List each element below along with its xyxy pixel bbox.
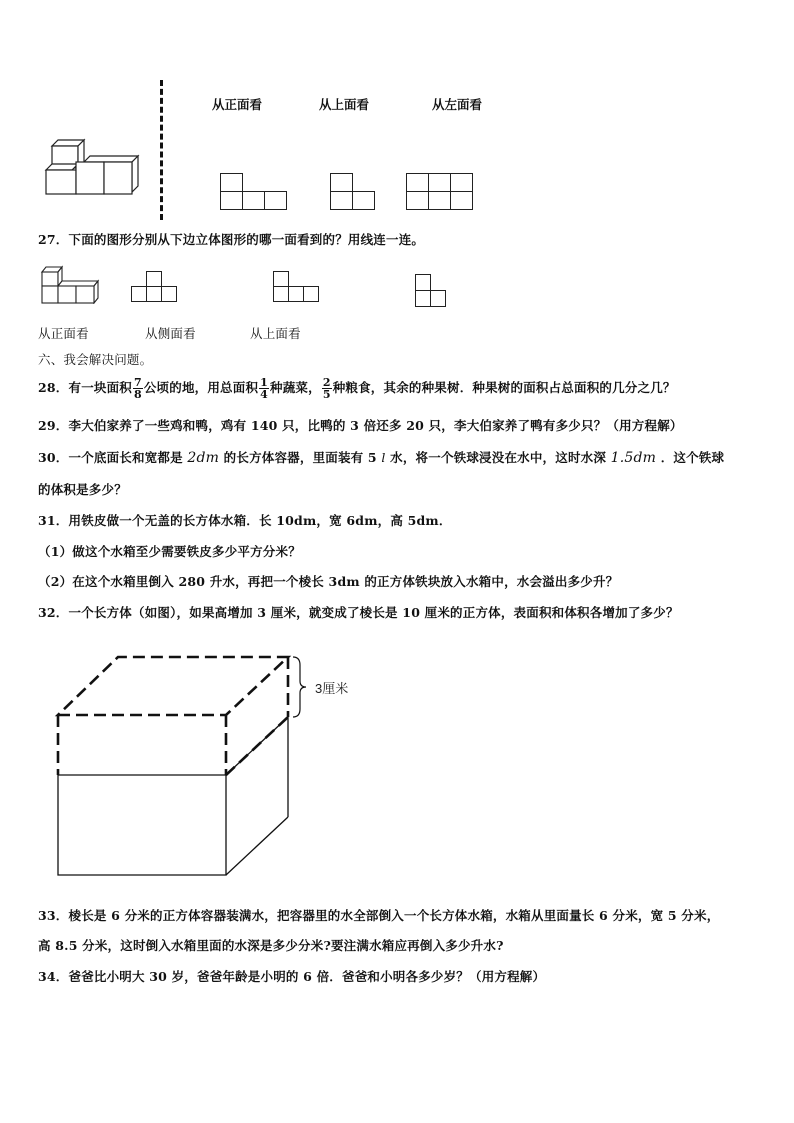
question-28 — [38, 377, 676, 400]
section-6-title: 六、我会解决问题。 — [38, 352, 153, 367]
q30-part2: 的长方体容器，里面装有 5 — [223, 450, 377, 465]
q32-figure-label: 3厘米 — [315, 681, 349, 696]
question-31-sub1: （1）做这个水箱至少需要铁皮多少平方分米？ — [38, 544, 301, 559]
q27-label-front: 从正面看 — [38, 326, 89, 341]
view-grid-1 — [220, 173, 286, 209]
brace-icon — [293, 657, 306, 717]
question-33-line2: 高 8.5 分米，这时倒入水箱里面的水深是多少分米?要注满水箱应再倒入多少升水? — [38, 938, 504, 953]
q30-part4: ．这个铁球 — [660, 450, 725, 465]
view-grid-2 — [330, 173, 376, 209]
q30-dim2: 1.5dm — [610, 450, 657, 466]
q28-frac3-den: 5 — [322, 388, 331, 401]
view-label-left: 从左面看 — [432, 97, 483, 112]
q28-fraction-3 — [322, 377, 332, 400]
q28-fraction-2 — [259, 377, 269, 400]
q30-unit-l: l — [381, 450, 386, 465]
q28-prefix: 28．有一块面积 — [38, 380, 132, 395]
q28-fraction-1 — [133, 377, 143, 400]
q30-part1: 30．一个底面长和宽都是 — [38, 450, 183, 465]
question-31-sub2: （2）在这个水箱里倒入 280 升水，再把一个棱长 3dm 的正方体铁块放入水箱中，水会溢出多少升？ — [38, 574, 619, 589]
question-31: 31．用铁皮做一个无盖的长方体水箱．长 10dm，宽 6dm，高 5dm． — [38, 513, 452, 528]
question-29: 29．李大伯家养了一些鸡和鸭，鸡有 140 只，比鸭的 3 倍还多 20 只，李大伯家养了鸭有多少只？（用方程解） — [38, 418, 683, 433]
q28-mid2: 种蔬菜， — [270, 380, 321, 395]
q28-frac1-num: 7 — [134, 376, 142, 389]
dashed-divider — [160, 80, 163, 220]
question-34: 34．爸爸比小明大 30 岁，爸爸年龄是小明的 6 倍．爸爸和小明各多少岁？（用方程解） — [38, 969, 546, 984]
q28-frac1-den: 8 — [134, 388, 142, 401]
q28-frac2-den: 4 — [260, 388, 269, 401]
q28-frac2-num: 1 — [260, 376, 269, 389]
q28-suffix: 种粮食，其余的种果树．种果树的面积占总面积的几分之几？ — [332, 380, 676, 395]
q27-solid-figure — [38, 262, 102, 304]
q27-label-side: 从侧面看 — [145, 326, 196, 341]
q28-frac3-num: 2 — [322, 376, 331, 389]
question-32: 32．一个长方体（如图），如果高增加 3 厘米，就变成了棱长是 10 厘米的正方体，表面积和体积各增加了多少？ — [38, 605, 679, 620]
q27-grid-c — [415, 274, 447, 307]
q27-grid-a — [131, 271, 177, 303]
q27-label-top: 从上面看 — [250, 326, 301, 341]
question-27: 27．下面的图形分别从下边立体图形的哪一面看到的？用线连一连。 — [38, 232, 425, 247]
q30-part3: 水，将一个铁球浸没在水中，这时水深 — [390, 450, 607, 465]
q27-grid-b — [273, 271, 319, 303]
view-label-front: 从正面看 — [212, 97, 263, 112]
q30-dim1: 2dm — [187, 450, 220, 466]
view-label-top: 从上面看 — [319, 97, 370, 112]
question-33-line1: 33．棱长是 6 分米的正方体容器装满水，把容器里的水全部倒入一个长方体水箱，水箱从里面量长 6 分米，宽 5 分米， — [38, 908, 720, 923]
question-30-line2: 的体积是多少？ — [38, 482, 127, 497]
view-grid-3 — [406, 173, 474, 209]
q28-mid1: 公顷的地，用总面积 — [143, 380, 259, 395]
q32-cuboid-figure — [50, 645, 380, 880]
question-30 — [38, 448, 724, 466]
top-solid-figure — [42, 138, 142, 198]
